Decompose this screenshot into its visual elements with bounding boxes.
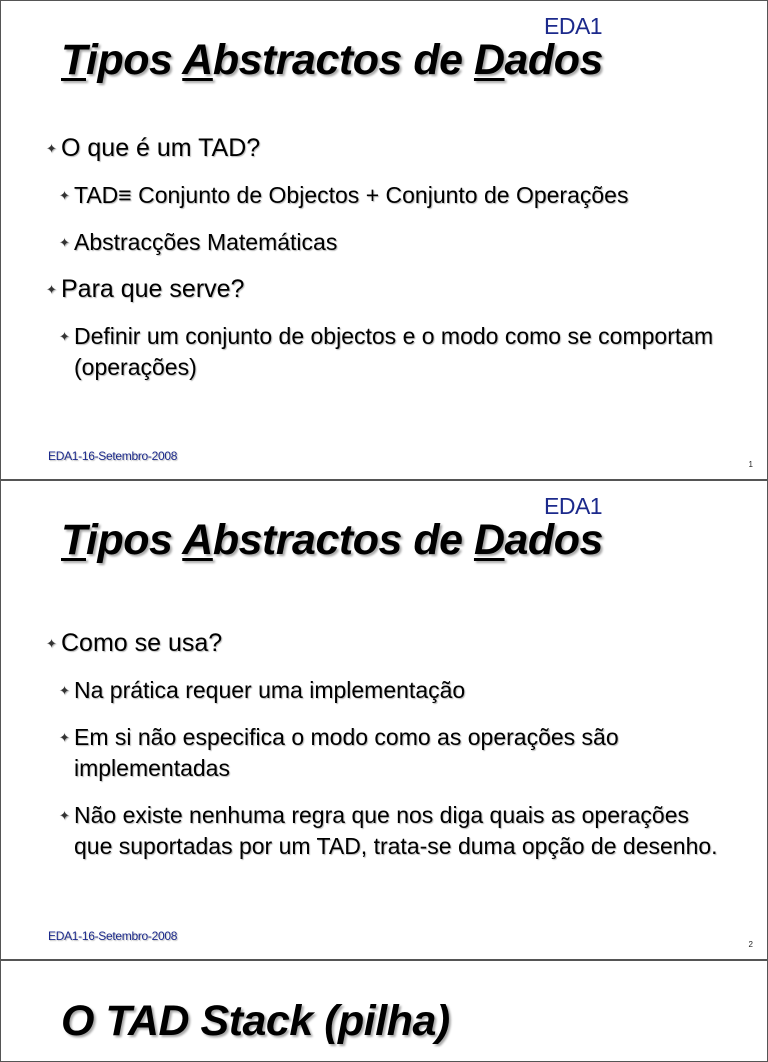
bullet-text: Para que serve? [61, 275, 245, 303]
sub-bullet-item [1, 675, 767, 706]
bullet-item [1, 628, 767, 659]
bullet-icon: ✦ [59, 730, 70, 745]
title-initial-d: D [473, 36, 505, 84]
title-initial-t: T [61, 36, 86, 84]
title-part: ados [504, 36, 603, 84]
bullet-icon: ✦ [46, 282, 57, 297]
bullet-item [1, 133, 767, 164]
bullet-text: Como se usa? [61, 629, 223, 657]
slide-2 [0, 480, 768, 960]
page-number: 1 [748, 460, 753, 469]
bullet-text: TAD≡ Conjunto de Objectos + Conjunto de Operações [74, 182, 629, 208]
bullet-list [1, 628, 767, 878]
slide-title [61, 36, 603, 85]
bullet-text: Na prática requer uma implementação [74, 677, 466, 703]
title-part: bstractos de [212, 516, 474, 564]
title-part: bstractos de [212, 36, 474, 84]
slide-title: O TAD Stack (pilha) [61, 997, 450, 1045]
course-tag: EDA1 [544, 493, 603, 519]
title-initial-t: T [61, 516, 86, 564]
sub-bullet-item [1, 227, 767, 258]
sub-bullet-item [1, 722, 767, 784]
bullet-icon: ✦ [59, 329, 70, 344]
bullet-icon: ✦ [59, 808, 70, 823]
bullet-icon: ✦ [59, 683, 70, 698]
slide-1 [0, 0, 768, 480]
bullet-text: Não existe nenhuma regra que nos diga quais as operações que suportadas por um TAD, trata-se duma opção de desenho. [74, 802, 718, 859]
page-number: 2 [748, 940, 753, 949]
slide-3 [0, 960, 768, 1062]
sub-bullet-item [1, 800, 767, 862]
title-part: ipos [86, 36, 183, 84]
footer-date: EDA1-16-Setembro-2008 [48, 929, 178, 943]
bullet-icon: ✦ [59, 188, 70, 203]
title-initial-a: A [182, 36, 213, 84]
title-part: ipos [86, 516, 183, 564]
bullet-item [1, 274, 767, 305]
sub-bullet-item [1, 321, 767, 383]
bullet-icon: ✦ [46, 636, 57, 651]
bullet-list [1, 133, 767, 399]
bullet-text: Definir um conjunto de objectos e o modo como se comportam (operações) [74, 323, 714, 380]
course-tag: EDA1 [544, 13, 603, 39]
slide-title [61, 516, 603, 565]
title-initial-a: A [182, 516, 213, 564]
bullet-text: Em si não especifica o modo como as operações são implementadas [74, 724, 619, 781]
sub-bullet-item [1, 180, 767, 211]
bullet-text: Abstracções Matemáticas [74, 229, 338, 255]
title-initial-d: D [473, 516, 505, 564]
bullet-icon: ✦ [59, 235, 70, 250]
footer-date: EDA1-16-Setembro-2008 [48, 449, 178, 463]
bullet-text: O que é um TAD? [61, 134, 261, 162]
bullet-icon: ✦ [46, 141, 57, 156]
title-part: ados [504, 516, 603, 564]
